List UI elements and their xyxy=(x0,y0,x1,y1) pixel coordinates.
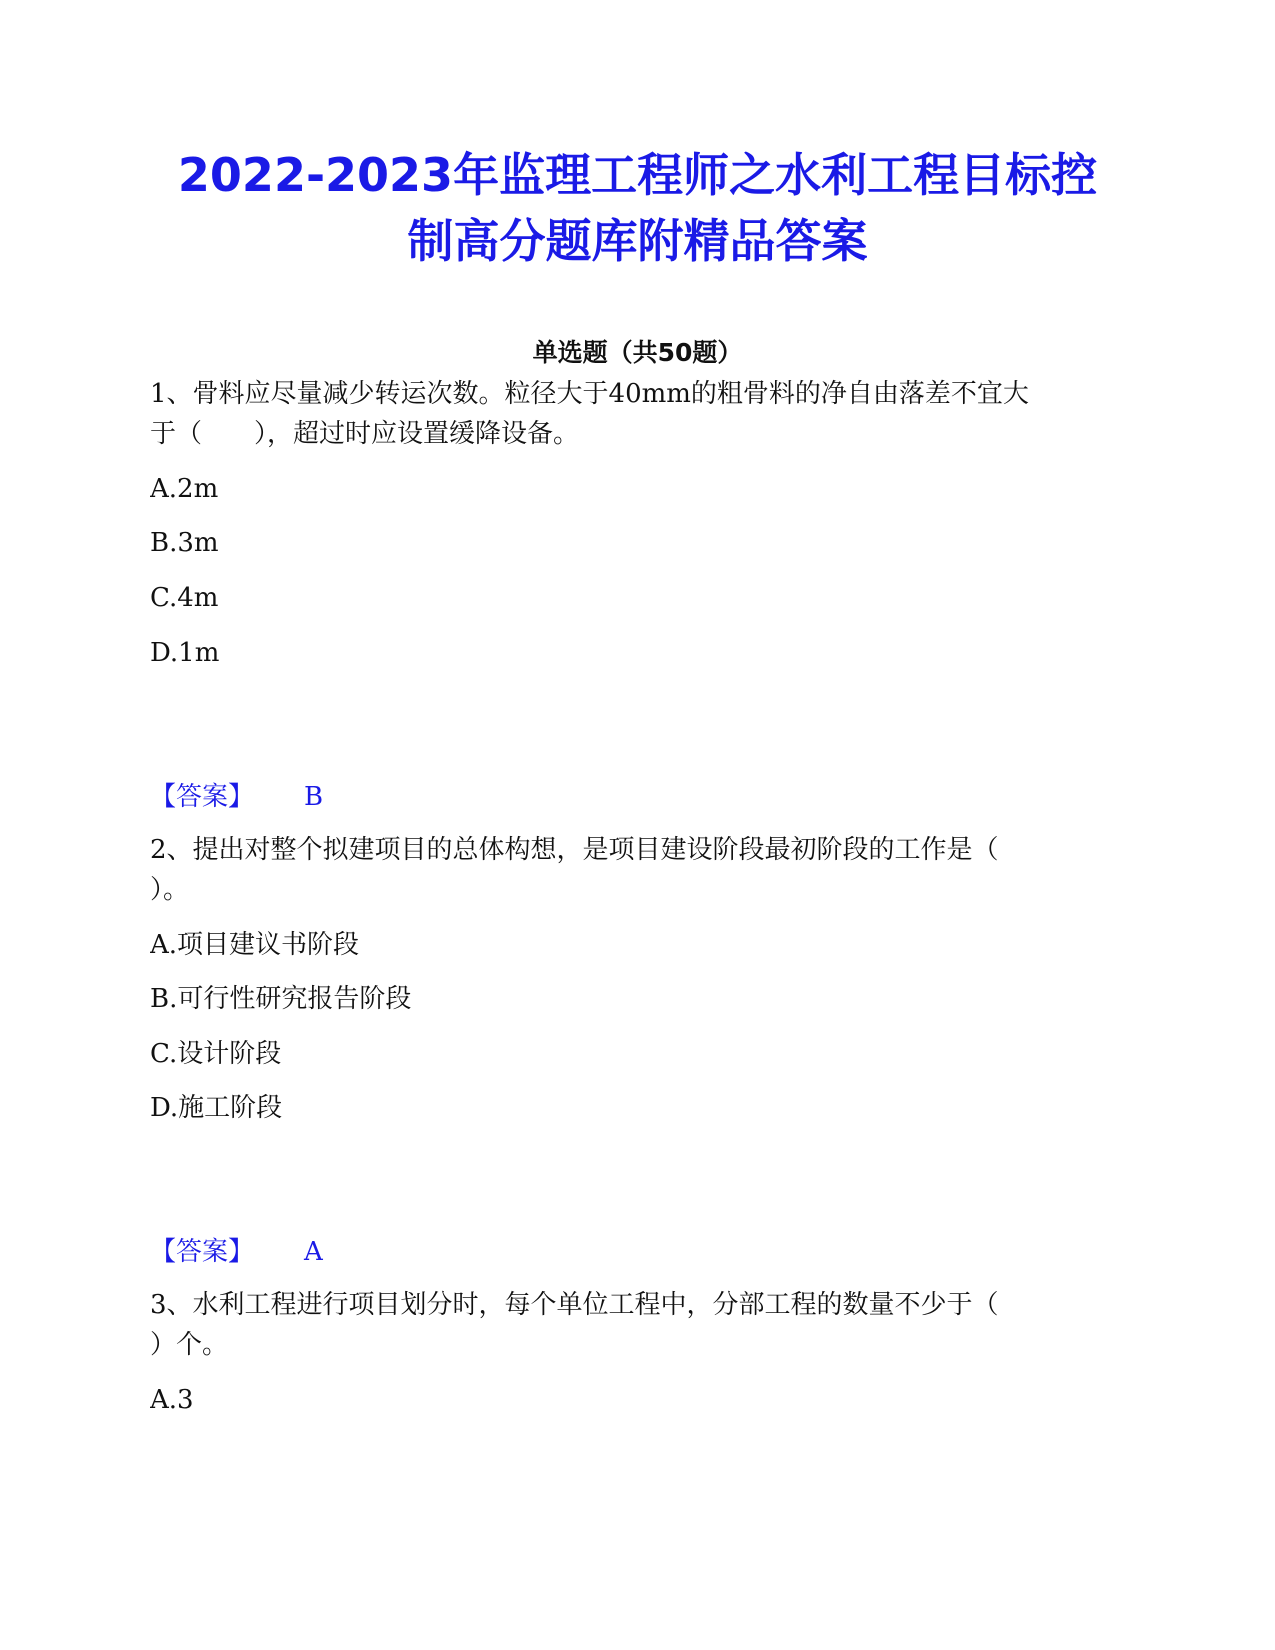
question-1-option-a: A.2m xyxy=(150,474,219,504)
question-2-option-d: D.施工阶段 xyxy=(150,1093,283,1123)
question-2-stem-line-1: 2、提出对整个拟建项目的总体构想，是项目建设阶段最初阶段的工作是（ xyxy=(150,835,999,865)
question-1-stem-line-1: 1、骨料应尽量减少转运次数。粒径大于40mm的粗骨料的净自由落差不宜大 xyxy=(150,379,1029,409)
question-3-stem-line-1: 3、水利工程进行项目划分时，每个单位工程中，分部工程的数量不少于（ xyxy=(150,1290,999,1320)
document-title xyxy=(130,142,1145,274)
question-1-option-d: D.1m xyxy=(150,638,220,668)
answer-label: 【答案】 xyxy=(150,1237,255,1267)
answer-value: B xyxy=(304,782,324,812)
question-1-answer xyxy=(150,776,323,818)
question-1-option-c: C.4m xyxy=(150,583,219,613)
question-2-answer xyxy=(150,1231,323,1273)
question-1-stem-line-2: 于（ ），超过时应设置缓降设备。 xyxy=(150,419,580,449)
question-2-stem-line-2: ）。 xyxy=(150,875,190,905)
title-line-1: 2022-2023年监理工程师之水利工程目标控 xyxy=(177,148,1098,202)
question-3-stem-line-2: ）个。 xyxy=(150,1330,229,1360)
question-3-option-a: A.3 xyxy=(150,1385,194,1415)
question-2-option-c: C.设计阶段 xyxy=(150,1039,282,1069)
question-1-option-b: B.3m xyxy=(150,528,219,558)
answer-value: A xyxy=(304,1237,323,1267)
answer-label: 【答案】 xyxy=(150,782,255,812)
title-line-2: 制高分题库附精品答案 xyxy=(407,214,868,268)
section-heading: 单选题（共50题） xyxy=(532,338,743,367)
question-2-option-a: A.项目建议书阶段 xyxy=(150,930,360,960)
question-2-option-b: B.可行性研究报告阶段 xyxy=(150,984,412,1014)
